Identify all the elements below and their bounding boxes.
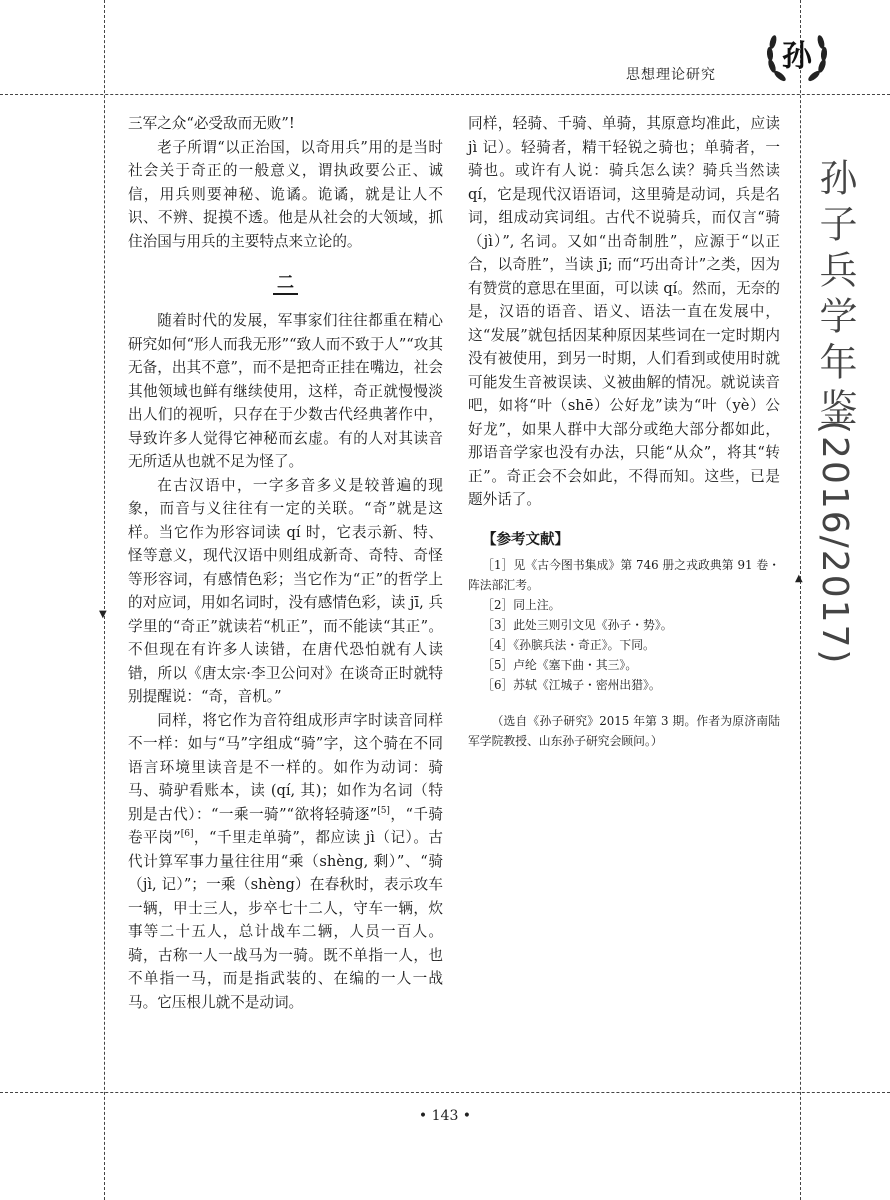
citation-marker: [5] <box>377 805 390 816</box>
paragraph: 三军之众“必受敌而无败”! <box>128 115 295 132</box>
source-note: （选自《孙子研究》2015 年第 3 期。作者为原济南陆军学院教授、山东孙子研究会顾问。） <box>468 714 780 748</box>
left-column <box>128 112 443 1014</box>
section-number: 二 <box>273 273 298 295</box>
paragraph: 老子所谓“以正治国，以奇用兵”用的是当时社会关于奇正的一般意义，谓执政要公正、诚信，用兵则要神秘、诡谲。诡谲，就是让人不识、不辨、捉摸不透。他是从社会的大领域，抓住治国与用兵的主要特点来立论的。 <box>128 138 443 250</box>
paragraph: 在古汉语中，一字多音多义是较普遍的现象，而音与义往往有一定的关联。“奇”就是这样。当它作为形容词读 qí 时，它表示新、特、怪等意义，现代汉语中则组成新奇、奇特、奇怪等形容词，有感情色彩；当它作为“正”的哲学上的对应词，用如名词时，没有感情色彩，读 jī, 兵学里的“奇正”就读若“机正”，而不能读“其正”。不但现在有许多人读错，在唐代恐怕就有人读错，所以《唐太宗·李卫公问对》在谈奇正时就特别提醒说：“奇，音机。” <box>128 476 443 705</box>
paragraph: 同样，轻骑、千骑、单骑，其原意均准此，应读 jì 记）。轻骑者，精干轻锐之骑也；单骑者，一骑也。或许有人说：骑兵怎么读？骑兵当然读 qí，它是现代汉语语词，这里骑是动词，兵是名词，组成动宾词组。古代不说骑兵，而仅言“骑（jì）”, 名词。又如“出奇制胜”，应源于“以正合，以奇胜”，当读 jī; 而“巧出奇计”之类，因为有赞赏的意思在里面，可以读 qí。然而，无奈的是，汉语的语音、语义、语法一直在发展中，这“发展”就包括因某种原因某些词在一定时期内没有被使用，到另一时期，人们看到或使用时就可能发生音被误读、义被曲解的情况。就说读音吧，如将“叶（shē）公好龙”读为“叶（yè）公好龙”，如果人群中大部分或绝大部分都如此，那语音学家也没有办法，只能“从众”，将其“转正”。奇正会不会如此，不得而知。这些，已是题外话了。 <box>468 115 780 508</box>
reference-item: ［6］苏轼《江城子・密州出猎》。 <box>482 678 661 692</box>
crop-line-left <box>104 0 105 1200</box>
crop-line-right <box>800 0 801 1200</box>
section-label: 思想理论研究 <box>626 67 716 83</box>
crop-line-top <box>0 94 890 95</box>
reference-item: ［4］《孙膑兵法・奇正》。下同。 <box>482 638 655 652</box>
emblem-logo <box>762 22 832 88</box>
reference-item: ［3］此处三则引文见《孙子・势》。 <box>482 618 673 632</box>
paragraph: 随着时代的发展，军事家们往往都重在精心研究如何“形人而我无形”“致人而不致于人”“攻其无备，出其不意”，而不是把奇正挂在嘴边，社会其他领域也鲜有继续使用，这样，奇正就慢慢淡出人们的视听，只存在于少数古代经典著作中，导致许多人觉得它神秘而玄虚。有的人对其读音无所适从也就不足为怪了。 <box>128 312 443 470</box>
reference-item: ［5］卢纶《塞下曲・其三》。 <box>482 658 638 672</box>
yearbook-title: 孙子兵学年鉴 <box>813 158 857 434</box>
references-list <box>468 555 780 695</box>
crop-line-bottom <box>0 1092 890 1093</box>
reference-item: ［1］见《古今图书集成》第 746 册之戎政典第 91 卷・阵法部汇考。 <box>468 558 780 592</box>
references-heading: 【参考文献】 <box>482 530 569 548</box>
triangle-down-icon: ▼ <box>99 609 107 620</box>
text-run: 同样，将它作为音符组成形声字时读音同样不一样：如与“马”字组成“骑”字，这个骑在不同语言环境里读音是不一样的。如作为动词：骑马、骑驴看账本，读 (qí, 其)；如作为名词（特别是古代）：“一乘一骑”“欲将轻骑逐” <box>128 711 443 823</box>
emblem-glyph: 孙 <box>782 39 812 74</box>
paragraph <box>128 709 443 1015</box>
text-run: ，“千里走单骑”，都应读 jì（记）。古代计算军事力量往往用“乘（shèng, 剩）”、“骑（jì, 记）”；一乘（shèng）在春秋时，表示攻车一辆，甲士三人，步卒七十二人，守车一辆，炊事等二十五人，总计战车二辆，人员一百人。骑，古称一人一战马为一骑。既不单指一人，也不单指一马，而是指武装的、在编的一人一战马。它压根儿就不是动词。 <box>128 829 443 1011</box>
text-run: ，“千骑卷平岗” <box>128 805 443 846</box>
page-number: • 143 • <box>418 1108 472 1124</box>
triangle-up-icon: ▲ <box>795 573 803 584</box>
yearbook-year: (2016/2017) <box>814 420 855 666</box>
citation-marker: [6] <box>180 829 194 840</box>
right-column <box>468 112 780 751</box>
section-heading <box>128 271 443 295</box>
reference-item: ［2］同上注。 <box>482 598 561 612</box>
